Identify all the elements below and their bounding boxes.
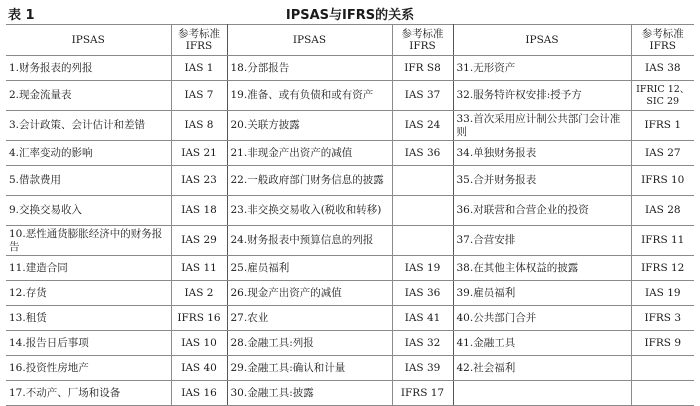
ifrs-cell <box>392 166 453 196</box>
ipsas-cell: 13.租赁 <box>6 306 171 331</box>
ipsas-cell: 21.非现金产出资产的减值 <box>227 141 392 166</box>
ipsas-cell: 1.财务报表的列报 <box>6 56 171 81</box>
header-ipsas-2: IPSAS <box>227 25 392 56</box>
ifrs-cell: IAS 16 <box>171 381 227 406</box>
ipsas-cell: 33.首次采用应计制公共部门会计准则 <box>453 111 631 141</box>
header-ifrs-line2: IFRS <box>409 40 436 52</box>
ipsas-cell: 24.财务报表中预算信息的列报 <box>227 226 392 256</box>
header-row <box>6 25 694 56</box>
ipsas-cell: 5.借款费用 <box>6 166 171 196</box>
ifrs-cell: IAS 38 <box>631 56 694 81</box>
ipsas-cell: 30.金融工具:披露 <box>227 381 392 406</box>
ipsas-cell: 36.对联营和合营企业的投资 <box>453 196 631 226</box>
ipsas-cell: 41.金融工具 <box>453 331 631 356</box>
ifrs-cell: IFRS 10 <box>631 166 694 196</box>
ipsas-cell: 18.分部报告 <box>227 56 392 81</box>
header-ifrs-1 <box>171 25 227 56</box>
table-row <box>6 81 694 111</box>
ifrs-cell: IFRS 17 <box>392 381 453 406</box>
table-row <box>6 226 694 256</box>
ifrs-cell: IFRIC 12、SIC 29 <box>631 81 694 111</box>
ifrs-cell: IAS 1 <box>171 56 227 81</box>
ifrs-cell: IAS 2 <box>171 281 227 306</box>
ipsas-cell: 42.社会福利 <box>453 356 631 381</box>
table-row <box>6 281 694 306</box>
ipsas-cell: 34.单独财务报表 <box>453 141 631 166</box>
ipsas-cell: 37.合营安排 <box>453 226 631 256</box>
ipsas-cell: 3.会计政策、会计估计和差错 <box>6 111 171 141</box>
header-ifrs-line1: 参考标准 <box>401 28 444 40</box>
ipsas-cell: 35.合并财务报表 <box>453 166 631 196</box>
header-ifrs-line2: IFRS <box>185 40 213 52</box>
ifrs-cell: IFRS 11 <box>631 226 694 256</box>
ifrs-cell: IFRS 1 <box>631 111 694 141</box>
ifrs-cell: IAS 10 <box>171 331 227 356</box>
ifrs-cell: IAS 7 <box>171 81 227 111</box>
ifrs-cell: IFR S8 <box>392 56 453 81</box>
ipsas-cell: 12.存货 <box>6 281 171 306</box>
ipsas-cell: 19.准备、或有负债和或有资产 <box>227 81 392 111</box>
ifrs-cell: IAS 21 <box>171 141 227 166</box>
header-ifrs-3 <box>631 25 694 56</box>
ifrs-cell: IAS 29 <box>171 226 227 256</box>
ifrs-cell: IAS 32 <box>392 331 453 356</box>
header-ifrs-line1: 参考标准 <box>178 28 220 40</box>
ipsas-cell: 9.交换交易收入 <box>6 196 171 226</box>
ipsas-cell: 14.报告日后事项 <box>6 331 171 356</box>
ifrs-cell: IAS 27 <box>631 141 694 166</box>
table-row <box>6 356 694 381</box>
table-row <box>6 196 694 226</box>
table-row <box>6 111 694 141</box>
header-ipsas-1: IPSAS <box>6 25 171 56</box>
ifrs-cell: IAS 23 <box>171 166 227 196</box>
ipsas-cell: 2.现金流量表 <box>6 81 171 111</box>
header-ifrs-2 <box>392 25 453 56</box>
header-ipsas-3: IPSAS <box>453 25 631 56</box>
ifrs-cell <box>392 196 453 226</box>
ipsas-cell: 27.农业 <box>227 306 392 331</box>
ifrs-cell: IAS 19 <box>631 281 694 306</box>
ifrs-cell: IAS 18 <box>171 196 227 226</box>
ifrs-cell: IAS 37 <box>392 81 453 111</box>
ipsas-cell: 29.金融工具:确认和计量 <box>227 356 392 381</box>
table-row <box>6 56 694 81</box>
ifrs-cell: IAS 36 <box>392 281 453 306</box>
ipsas-cell: 23.非交换交易收入(税收和转移) <box>227 196 392 226</box>
ifrs-cell: IFRS 3 <box>631 306 694 331</box>
ipsas-cell: 32.服务特许权安排:授予方 <box>453 81 631 111</box>
ipsas-cell: 31.无形资产 <box>453 56 631 81</box>
ipsas-cell: 28.金融工具:列报 <box>227 331 392 356</box>
table-row <box>6 331 694 356</box>
ipsas-cell <box>453 381 631 406</box>
header-ifrs-line1: 参考标准 <box>641 28 684 40</box>
table-caption <box>0 0 700 24</box>
table-title: IPSAS与IFRS的关系 <box>285 8 415 23</box>
ifrs-cell: IAS 19 <box>392 256 453 281</box>
ipsas-cell: 22.一般政府部门财务信息的披露 <box>227 166 392 196</box>
ifrs-cell: IAS 39 <box>392 356 453 381</box>
ipsas-cell: 10.恶性通货膨胀经济中的财务报告 <box>6 226 171 256</box>
ifrs-cell: IAS 24 <box>392 111 453 141</box>
ifrs-cell: IFRS 16 <box>171 306 227 331</box>
header-ifrs-line2: IFRS <box>649 40 677 52</box>
ipsas-cell: 11.建造合同 <box>6 256 171 281</box>
ipsas-cell: 20.关联方披露 <box>227 111 392 141</box>
ipsas-cell: 38.在其他主体权益的披露 <box>453 256 631 281</box>
table-row <box>6 141 694 166</box>
ifrs-cell: IAS 28 <box>631 196 694 226</box>
ifrs-cell: IAS 40 <box>171 356 227 381</box>
ifrs-cell: IAS 41 <box>392 306 453 331</box>
ipsas-cell: 25.雇员福利 <box>227 256 392 281</box>
table-number: 表 1 <box>8 8 35 23</box>
ipsas-cell: 26.现金产出资产的减值 <box>227 281 392 306</box>
ifrs-cell: IFRS 12 <box>631 256 694 281</box>
ipsas-ifrs-table <box>6 24 694 406</box>
ifrs-cell: IAS 11 <box>171 256 227 281</box>
ifrs-cell <box>631 356 694 381</box>
ifrs-cell: IAS 36 <box>392 141 453 166</box>
table-row <box>6 306 694 331</box>
ipsas-cell: 4.汇率变动的影响 <box>6 141 171 166</box>
ipsas-cell: 40.公共部门合并 <box>453 306 631 331</box>
ifrs-cell <box>392 226 453 256</box>
ifrs-cell <box>631 381 694 406</box>
ipsas-cell: 16.投资性房地产 <box>6 356 171 381</box>
table-row <box>6 381 694 406</box>
ifrs-cell: IAS 8 <box>171 111 227 141</box>
ipsas-cell: 39.雇员福利 <box>453 281 631 306</box>
table-row <box>6 256 694 281</box>
ifrs-cell: IFRS 9 <box>631 331 694 356</box>
table-row <box>6 166 694 196</box>
ipsas-cell: 17.不动产、厂场和设备 <box>6 381 171 406</box>
